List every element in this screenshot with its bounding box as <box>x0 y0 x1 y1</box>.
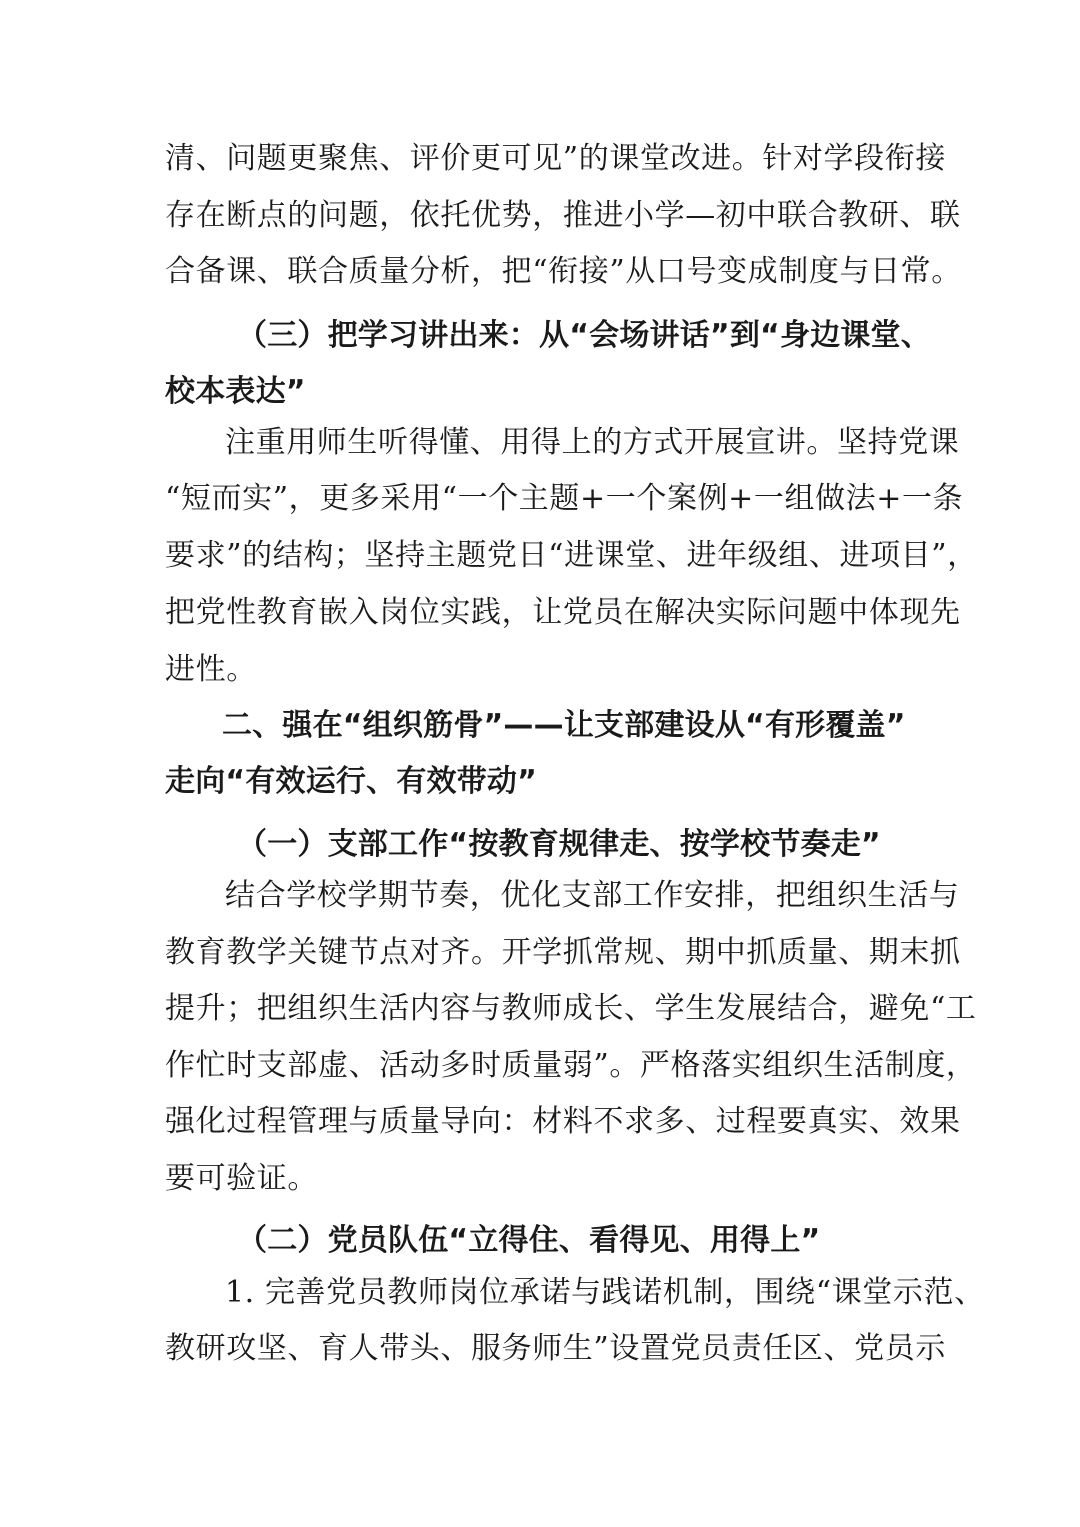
paragraph-line: 清、问题更聚焦、评价更可见”的课堂改进。针对学段衔接 <box>165 141 946 176</box>
paragraph-line: 结合学校学期节奏，优化支部工作安排，把组织生活与 <box>225 878 960 913</box>
chapter-heading: 走向“有效运行、有效带动” <box>165 764 538 799</box>
paragraph-line: 合备课、联合质量分析，把“衔接”从口号变成制度与日常。 <box>165 254 962 289</box>
paragraph-line: 教育教学关键节点对齐。开学抓常规、期中抓质量、期末抓 <box>165 935 961 970</box>
paragraph-line: 教研攻坚、育人带头、服务师生”设置党员责任区、党员示 <box>165 1331 946 1366</box>
paragraph-line: 提升；把组织生活内容与教师成长、学生发展结合，避免“工 <box>165 991 977 1026</box>
paragraph-line: 注重用师生听得懂、用得上的方式开展宣讲。坚持党课 <box>225 425 960 460</box>
paragraph-line: 把党性教育嵌入岗位实践，让党员在解决实际问题中体现先 <box>165 595 961 630</box>
section-heading: （三）把学习讲出来：从“会场讲话”到“身边课堂、 <box>237 318 931 353</box>
paragraph-line: 1. 完善党员教师岗位承诺与践诺机制，围绕“课堂示范、 <box>225 1275 985 1310</box>
chapter-heading: 二、强在“组织筋骨”——让支部建设从“有形覆盖” <box>222 708 906 743</box>
section-heading: （一）支部工作“按教育规律走、按学校节奏走” <box>237 827 881 862</box>
paragraph-line: “短而实”，更多采用“一个主题+一个案例+一组做法+一条 <box>165 481 964 516</box>
paragraph-line: 要求”的结构；坚持主题党日“进课堂、进年级组、进项目”， <box>165 538 978 573</box>
section-heading: 校本表达” <box>165 374 306 409</box>
section-heading: （二）党员队伍“立得住、看得见、用得上” <box>237 1223 821 1258</box>
paragraph-line: 存在断点的问题，依托优势，推进小学—初中联合教研、联 <box>165 198 961 233</box>
paragraph-line: 进性。 <box>165 652 257 687</box>
paragraph-line: 强化过程管理与质量导向：材料不求多、过程要真实、效果 <box>165 1104 961 1139</box>
paragraph-line: 要可验证。 <box>165 1161 318 1196</box>
paragraph-line: 作忙时支部虚、活动多时质量弱”。严格落实组织生活制度， <box>165 1048 977 1083</box>
